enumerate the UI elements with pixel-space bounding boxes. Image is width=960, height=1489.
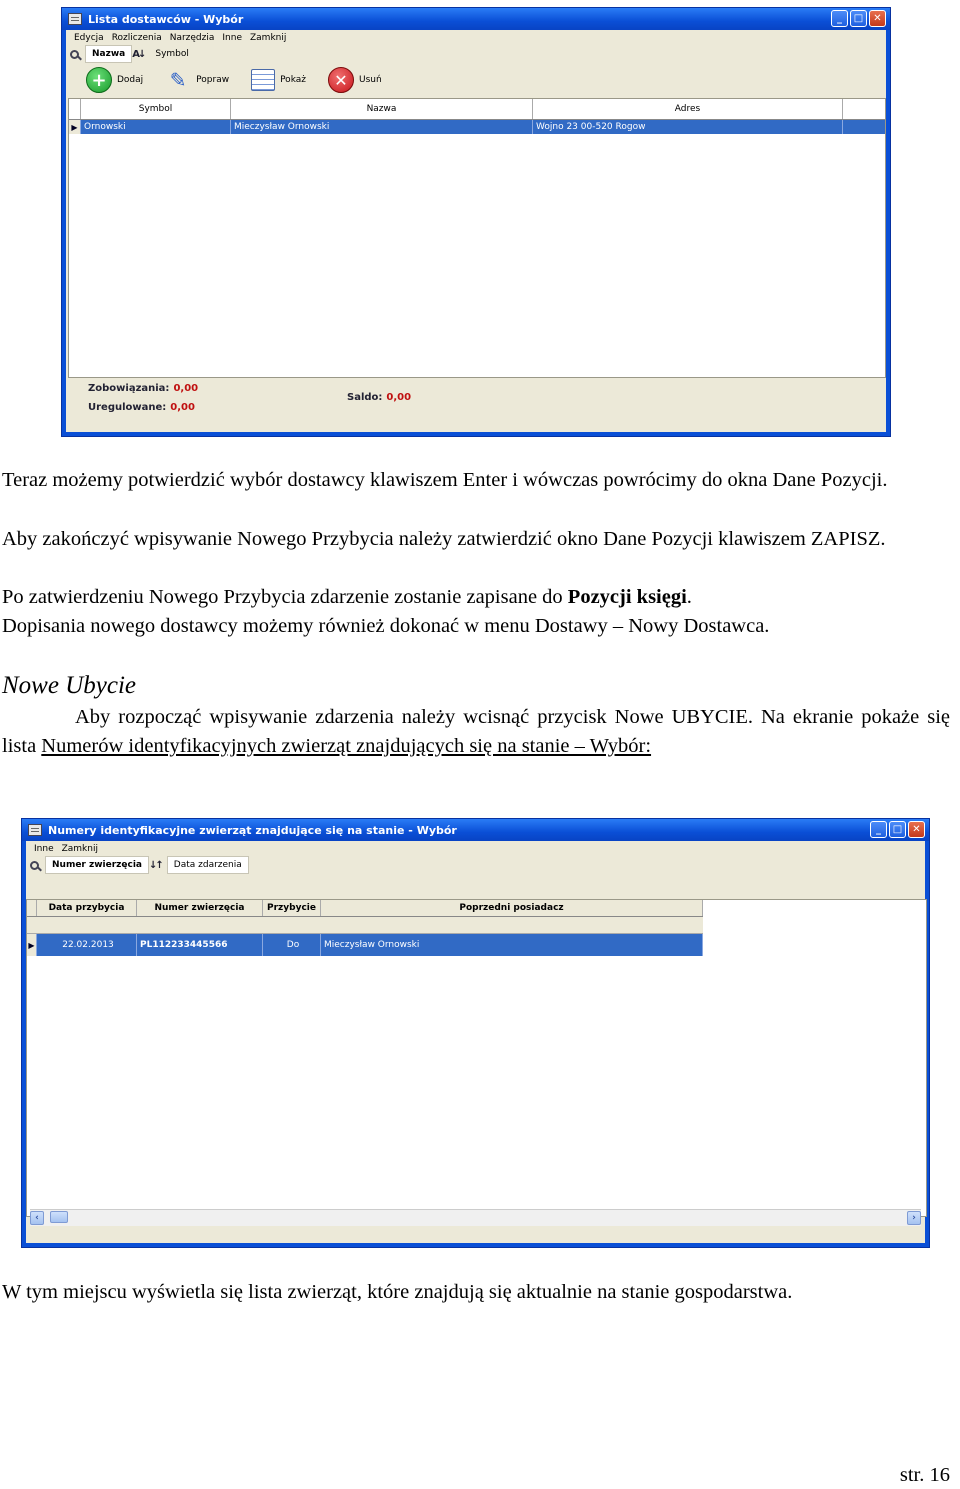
pencil-icon: ✎: [169, 68, 187, 92]
add-button[interactable]: + Dodaj: [86, 67, 143, 93]
row-indicator-icon: ▶: [69, 120, 81, 134]
scroll-right-icon[interactable]: ›: [907, 1211, 921, 1225]
animal-grid: [26, 899, 927, 1217]
sort-tab-nazwa[interactable]: Nazwa: [85, 45, 132, 63]
menu-edycja[interactable]: Edycja: [74, 32, 104, 43]
sort-tab-symbol[interactable]: Symbol: [155, 49, 189, 59]
grid-header: [27, 900, 703, 917]
column-header-numer-zwierzecia[interactable]: Numer zwierzęcia: [137, 900, 263, 916]
grid-header: [69, 99, 885, 120]
delete-icon: ✕: [328, 67, 354, 93]
table-row[interactable]: [69, 120, 885, 134]
sort-icon: A↓: [132, 48, 145, 60]
column-header-data-przybycia[interactable]: Data przybycia: [37, 900, 137, 916]
paragraph-3: Po zatwierdzeniu Nowego Przybycia zdarzenie zostanie zapisane do Pozycji księgi.: [2, 586, 692, 608]
sort-icon: ↓↑: [149, 859, 162, 871]
app-icon: [68, 13, 82, 25]
sort-tab-data-zdarzenia[interactable]: Data zdarzenia: [167, 856, 249, 874]
show-button[interactable]: Pokaż: [251, 69, 306, 91]
grid-header-spacer: [27, 917, 703, 934]
menu-bar: [26, 841, 925, 856]
table-row[interactable]: [27, 934, 703, 956]
status-zobowiazania: Zobowiązania: 0,00: [88, 383, 199, 394]
menu-zamknij[interactable]: Zamknij: [250, 32, 287, 43]
supplier-grid: [68, 98, 886, 378]
indicator-header: [27, 900, 37, 916]
indicator-header: [69, 99, 81, 119]
menu-inne[interactable]: Inne: [222, 32, 242, 43]
cell-symbol[interactable]: Ornowski: [81, 120, 231, 134]
maximize-button[interactable]: □: [850, 10, 867, 27]
menu-rozliczenia[interactable]: Rozliczenia: [111, 32, 162, 43]
column-header-poprzedni-posiadacz[interactable]: Poprzedni posiadacz: [321, 900, 703, 916]
cell-numer-zwierzecia[interactable]: PL112233445566: [137, 934, 263, 956]
search-icon: [70, 50, 79, 59]
cell-przybycie[interactable]: Do: [263, 934, 321, 956]
table-icon: [251, 69, 275, 91]
page-number: str. 16: [899, 1464, 950, 1486]
paragraph-5: Aby rozpocząć wpisywanie zdarzenia należy wcisnąć przycisk Nowe UBYCIE. Na ekranie pokaże się lista Numerów identyfikacyjnych zwierząt znajdujących się na stanie – Wybór:: [2, 706, 950, 757]
scroll-left-icon[interactable]: ‹: [30, 1211, 44, 1225]
window-title: Numery identyfikacyjne zwierząt znajdujące się na stanie - Wybór: [48, 823, 457, 837]
column-header-nazwa[interactable]: Nazwa: [231, 99, 533, 119]
paragraph-1: Teraz możemy potwierdzić wybór dostawcy klawiszem Enter i wówczas powrócimy do okna Dane Pozycji.: [2, 469, 888, 491]
toolbar: [66, 63, 886, 97]
cell-nazwa[interactable]: Mieczysław Ornowski: [231, 120, 533, 134]
delete-button[interactable]: ✕ Usuń: [328, 67, 382, 93]
cell-poprzedni-posiadacz[interactable]: Mieczysław Ornowski: [321, 934, 703, 956]
scroll-thumb[interactable]: [50, 1211, 68, 1223]
menu-zamknij[interactable]: Zamknij: [61, 843, 98, 854]
maximize-button[interactable]: □: [889, 821, 906, 838]
menu-bar: [66, 30, 886, 45]
paragraph-2: Aby zakończyć wpisywanie Nowego Przybycia należy zatwierdzić okno Dane Pozycji klawiszem ZAPISZ.: [2, 528, 886, 550]
menu-inne[interactable]: Inne: [34, 843, 54, 854]
sort-bar: [66, 45, 886, 63]
minimize-button[interactable]: _: [831, 10, 848, 27]
menu-narzedzia[interactable]: Narzędzia: [169, 32, 215, 43]
edit-button[interactable]: ✎ Popraw: [165, 67, 229, 93]
column-header-adres[interactable]: Adres: [533, 99, 843, 119]
sort-bar: [26, 856, 925, 874]
plus-icon: +: [86, 67, 112, 93]
paragraph-4: Dopisania nowego dostawcy możemy również dokonać w menu Dostawy – Nowy Dostawca.: [2, 615, 770, 637]
window-title: Lista dostawców - Wybór: [88, 12, 244, 26]
search-icon: [30, 861, 39, 870]
window-titlebar[interactable]: [62, 8, 890, 30]
close-button[interactable]: ✕: [869, 10, 886, 27]
supplier-list-window: [61, 7, 891, 437]
sort-tab-numer-zwierzecia[interactable]: Numer zwierzęcia: [45, 856, 149, 874]
cell-data-przybycia[interactable]: 22.02.2013: [37, 934, 137, 956]
horizontal-scrollbar[interactable]: [30, 1209, 921, 1226]
column-header-przybycie[interactable]: Przybycie: [263, 900, 321, 916]
window-titlebar[interactable]: [22, 819, 929, 841]
app-icon: [28, 824, 42, 836]
paragraph-6: W tym miejscu wyświetla się lista zwierząt, które znajdują się aktualnie na stanie gospodarstwa.: [2, 1281, 793, 1303]
cell-adres[interactable]: Wojno 23 00-520 Rogow: [533, 120, 843, 134]
status-uregulowane: Uregulowane: 0,00: [88, 402, 195, 413]
section-heading: Nowe Ubycie: [2, 672, 136, 699]
column-header-symbol[interactable]: Symbol: [81, 99, 231, 119]
close-button[interactable]: ✕: [908, 821, 925, 838]
row-indicator-icon: ▶: [27, 934, 37, 956]
minimize-button[interactable]: _: [870, 821, 887, 838]
status-saldo: Saldo: 0,00: [347, 392, 412, 403]
animal-list-window: [21, 818, 930, 1248]
